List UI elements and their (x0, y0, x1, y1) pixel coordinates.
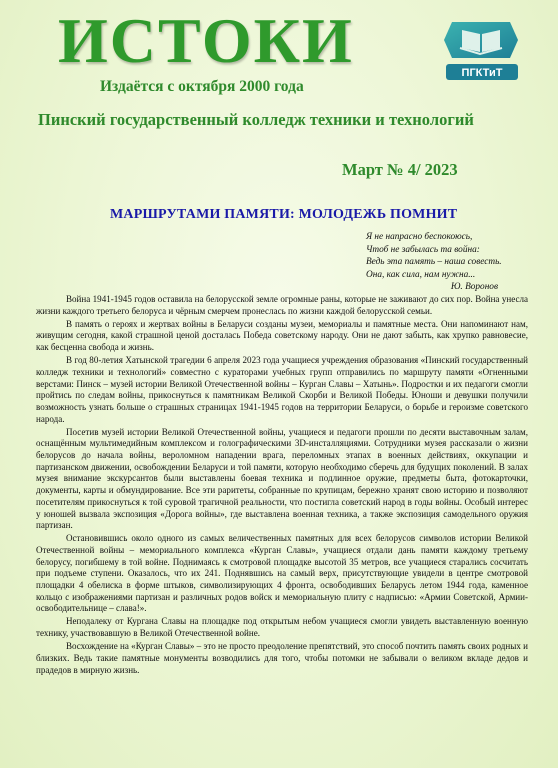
poem-line: Чтоб не забылась та война: (366, 244, 480, 255)
article-paragraph: Восхождение на «Курган Славы» – это не просто преодоление препятствий, это способ почтить память своих родных и близких. Ведь такие памятные монументы возводились для того, чтобы потомки не забывали о великом вкладе дедов и прадедов в мирную жизнь. (36, 641, 528, 675)
issue-number: Март № 4/ 2023 (342, 160, 458, 179)
article-paragraph: В год 80-летия Хатынской трагедии 6 апреля 2023 года учащиеся учреждения образования «Пинский государственный колледж техники и технологий» совместно с кураторами учебных групп отправились по маршруту памяти «Огненными верстами: Пинск – музей истории Великой Отечественной войны – Курган Славы – Хатынь». Подростки и их педагоги смогли пройтись по следам войны, прикоснуться к памятникам Великой Скорби и Великой Победы. Юноши и девушки получили возможность узнать больше о страшных страницах 1941-1945 годов на территории Беларуси, о борьбе и героизме советского народа. (36, 355, 528, 424)
article-body (36, 294, 528, 678)
publication-since: Издаётся с октября 2000 года (100, 78, 304, 95)
article-paragraph: В память о героях и жертвах войны в Беларуси созданы музеи, мемориалы и памятные места. Они напоминают нам, живущим сегодня, какой страшной ценой досталась Победа советскому народу. Они не дают забыть, как хрупко равновесие, как бесценна свобода и жизнь. (36, 318, 528, 353)
college-logo-icon (438, 12, 524, 90)
epigraph-poem (366, 231, 536, 294)
article-headline: МАРШРУТАМИ ПАМЯТИ: МОЛОДЕЖЬ ПОМНИТ (110, 207, 458, 222)
article-paragraph: Посетив музей истории Великой Отечественной войны, учащиеся и педагоги прошли по десяти выставочным залам, оснащённым мультимедийным комплексом и голографическими 3D-инсталляциями. Сотрудники музея рассказали о жизни белорусов до начала войны, вероломном нападении врага, переломных этапах в военных действиях, оккупации и партизанском движении, освобождении Беларуси и той памяти, которую необходимо сберечь для будущих поколений. В залах музея внимание экскурсантов были выставлены боевая техника и подлинное оружие, предметы быта, фотокарточки, документы, карты и обмундирование. Все эти раритеты, собранные по крупицам, бережно хранят свою историю и позволяют посетителям прикоснуться к той суровой трагичной реальности, что постигла советский народ в годы войны. Особый интерес у юношей вызвала экспозиция «Дорога войны», где выставлена военная техника, а также экспозиция самодельного оружия партизан. (36, 426, 528, 531)
poem-line: Ведь эта память – наша совесть. (366, 257, 502, 268)
logo-text: ПГКТиТ (461, 67, 503, 79)
newspaper-title: ИСТОКИ (58, 5, 354, 76)
article-paragraph: Война 1941-1945 годов оставила на белорусской земле огромные раны, которые не заживают до сих пор. Война унесла жизни каждого третьего белоруса и чёрным смерчем пронеслась по жизни каждой белорусской семьи. (36, 294, 528, 316)
poem-author: Ю. Воронов (450, 282, 498, 293)
article-paragraph: Остановившись около одного из самых величественных памятных для всех белорусов символов истории Великой Отечественной войны – мемориального комплекса «Курган Славы», учащиеся отдали дань памяти каждому третьему белорусу, погибшему в той войне. Поднимаясь к смотровой площадке высотой 35 метров, все учащиеся старались сосчитать при подъеме ступени. Оказалось, что их 241. Поднявшись на самый верх, присутствующие увидели в центре смотровой площадки 4 обелиска в форме штыков, символизирующих 4 фронта, освободивших Беларусь летом 1944 года, каменное кольцо с изображениями партизан и различных родов войск и мемориальную плиту с надписью: «Армии Советской, Армии-освободительнице – слава!». (36, 533, 528, 614)
poem-line: Я не напрасно беспокоюсь, (366, 232, 473, 242)
poem-line: Она, как сила, нам нужна... (366, 269, 476, 280)
college-name: Пинский государственный колледж техники и технологий (38, 110, 474, 129)
article-paragraph: Неподалеку от Кургана Славы на площадке под открытым небом учащиеся смогли увидеть выставленную военную технику, участвовавшую в Великой Отечественной войне. (36, 616, 528, 639)
